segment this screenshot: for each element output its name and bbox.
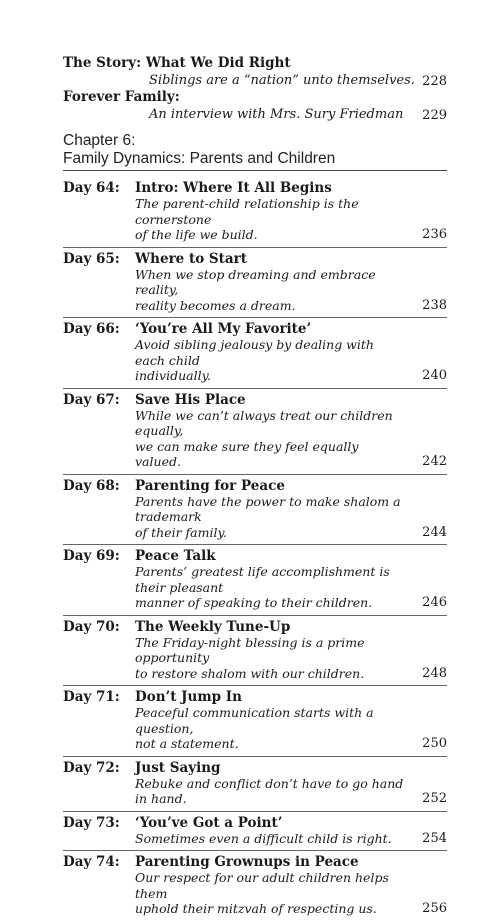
entry-description: Peaceful communication starts with a question, — [135, 705, 374, 736]
page-number: 254 — [422, 830, 447, 846]
page-number: 244 — [422, 524, 447, 540]
entry-body — [135, 853, 407, 917]
chapter-heading — [63, 132, 447, 168]
toc-row[interactable] — [63, 757, 447, 812]
toc-entries — [63, 177, 447, 921]
toc-row[interactable] — [63, 545, 447, 616]
page-number: 236 — [422, 227, 447, 242]
entry-body — [135, 814, 407, 847]
entry-body — [135, 547, 407, 611]
entry-description: of the life we build. — [135, 227, 258, 242]
page-number: 228 — [422, 73, 447, 89]
entry-title: Parenting for Peace — [135, 477, 285, 494]
page-number: 246 — [422, 595, 447, 610]
toc-row[interactable] — [63, 177, 447, 248]
entry-description: Our respect for our adult children helps them — [135, 870, 389, 901]
entry-description: manner of speaking to their children. — [135, 595, 373, 610]
day-label: Day 74: — [63, 854, 120, 870]
day-label: Day 66: — [63, 321, 120, 337]
page-number: 238 — [422, 297, 447, 313]
entry-description: we can make sure they feel equally valued. — [135, 438, 359, 469]
day-label: Day 64: — [63, 180, 120, 196]
page-number: 248 — [422, 665, 447, 681]
entry-description-line — [149, 106, 447, 123]
day-label: Day 69: — [63, 548, 120, 564]
entry-title: Don’t Jump In — [135, 689, 242, 705]
entry-title: Just Saying — [135, 759, 221, 776]
entry-body — [135, 179, 407, 243]
chapter-label: Chapter 6: — [63, 132, 136, 149]
prev-entry — [63, 89, 447, 123]
toc-row[interactable] — [63, 616, 447, 687]
entry-body — [135, 250, 407, 314]
day-label: Day 72: — [63, 759, 120, 776]
day-label: Day 70: — [63, 618, 120, 635]
entry-body — [135, 320, 407, 384]
entry-description-line — [149, 72, 447, 89]
toc-row[interactable] — [63, 851, 447, 921]
entry-description: reality becomes a dream. — [135, 297, 296, 313]
entry-description: Avoid sibling jealousy by dealing with each child — [135, 337, 374, 368]
entry-description: Sometimes even a difficult child is right. — [135, 830, 392, 846]
entry-body — [135, 618, 407, 682]
entry-description: The parent-child relationship is the cornerstone — [135, 196, 359, 227]
day-label: Day 71: — [63, 689, 120, 705]
entry-title: ‘You’ve Got a Point’ — [135, 814, 283, 831]
entry-body — [135, 688, 407, 752]
entry-description: Parents’ greatest life accomplishment is their pleasant — [135, 564, 390, 595]
toc-row[interactable] — [63, 686, 447, 757]
day-label: Day 73: — [63, 814, 120, 831]
entry-body — [135, 759, 407, 807]
entry-description: individually. — [135, 368, 211, 383]
entry-title: Forever Family: — [63, 89, 180, 105]
toc-row[interactable] — [63, 248, 447, 319]
entry-description: of their family. — [135, 524, 227, 540]
entry-title: ‘You’re All My Favorite’ — [135, 321, 312, 337]
entry-description: While we can’t always treat our children equally, — [135, 407, 393, 438]
entry-title: Where to Start — [135, 250, 247, 267]
entry-title: Save His Place — [135, 391, 246, 408]
page-number: 250 — [422, 736, 447, 751]
entry-body — [135, 477, 407, 541]
entry-title: Peace Talk — [135, 548, 216, 564]
day-label: Day 65: — [63, 250, 120, 267]
entry-description: Siblings are a “nation” unto themselves. — [149, 73, 415, 88]
day-label: Day 68: — [63, 477, 120, 494]
entry-description: When we stop dreaming and embrace reality, — [135, 266, 376, 297]
day-label: Day 67: — [63, 391, 120, 408]
entry-title: Parenting Grownups in Peace — [135, 854, 359, 870]
page-number: 229 — [422, 107, 447, 123]
entry-description: An interview with Mrs. Sury Friedman — [149, 107, 404, 122]
entry-title: The Story: What We Did Right — [63, 55, 291, 71]
entry-title: The Weekly Tune-Up — [135, 618, 291, 635]
page-number: 240 — [422, 368, 447, 383]
entry-description: uphold their mitzvah of respecting us. — [135, 901, 377, 916]
entry-title: Intro: Where It All Begins — [135, 180, 332, 196]
page-number: 242 — [422, 454, 447, 469]
page-number: 252 — [422, 791, 447, 806]
entry-body — [135, 391, 407, 470]
chapter-title: Family Dynamics: Parents and Children — [63, 150, 336, 167]
toc-row[interactable] — [63, 389, 447, 475]
chapter-divider — [63, 170, 447, 171]
entry-description: Parents have the power to make shalom a trademark — [135, 493, 401, 524]
entry-description: not a statement. — [135, 736, 239, 751]
entry-description: Rebuke and conflict don’t have to go hand in hand. — [135, 775, 404, 806]
toc-row[interactable] — [63, 812, 447, 852]
prev-entry — [63, 55, 447, 89]
entry-description: to restore shalom with our children. — [135, 665, 365, 681]
page-number: 256 — [422, 901, 447, 916]
entry-description: The Friday-night blessing is a prime opportunity — [135, 634, 365, 665]
toc-row[interactable] — [63, 318, 447, 389]
toc-row[interactable] — [63, 475, 447, 546]
